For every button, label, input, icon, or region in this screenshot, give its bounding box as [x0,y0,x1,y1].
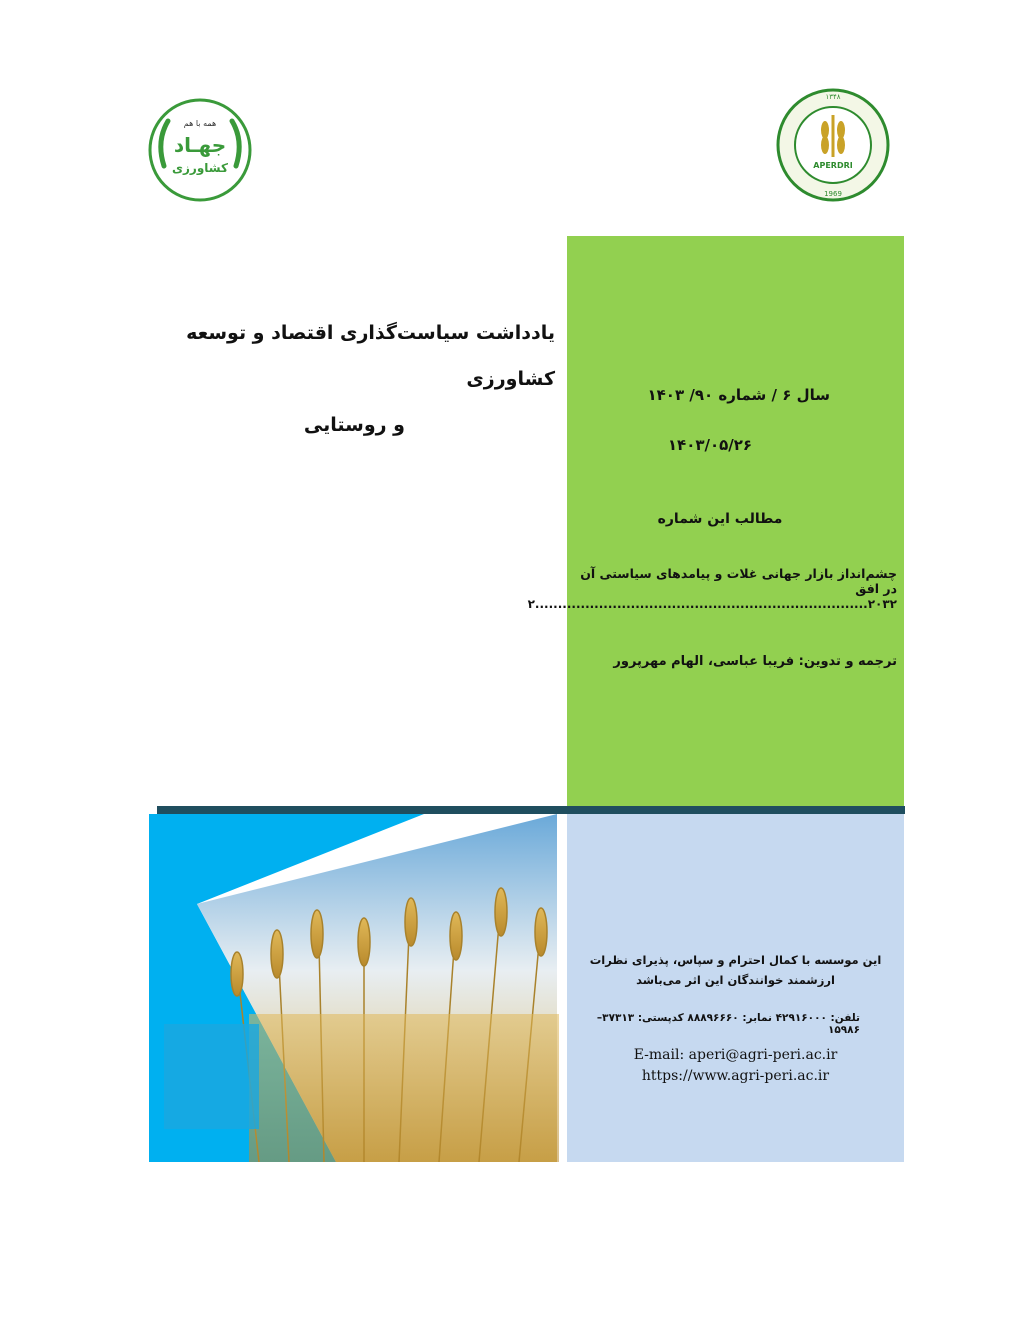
logo-main-text: جهـاد [173,133,227,157]
logo-year-en: 1969 [824,190,842,198]
aperdri-logo [775,85,891,205]
divider-bar [157,806,905,814]
logo-sub-text: کشاورزی [172,161,228,175]
toc-item-continuation: ۲۰۳۲.........................................................................۲ [527,597,897,611]
jahad-keshavarzi-logo [146,96,254,204]
issue-date: ۱۴۰۳/۰۵/۲۶ [667,436,753,454]
wheat-photo-block [149,814,567,1162]
issue-number: سال ۶ / شماره ۹۰/ ۱۴۰۳ [647,386,830,404]
toc-item-title: چشم‌انداز بازار جهانی غلات و پیامدهای سیاستی آن در افق [580,566,897,596]
logo-year-fa: ۱۳۴۸ [825,93,841,101]
phone-numbers: تلفن: ۴۲۹۱۶۰۰۰ نمابر: ۸۸۸۹۶۶۶۰ کدپستی: ۳۷۳۱۳– ۱۵۹۸۶ [596,1012,860,1036]
thanks-note: این موسسه با کمال احترام و سپاس، پذیرای نظرات ارزشمند خوانندگان این اثر می‌باشد [589,953,882,987]
website-link[interactable]: https://www.agri-peri.ac.ir [641,1068,830,1084]
logo-acronym: APERDRI [813,161,853,170]
contents-heading: مطالب این شماره [657,511,783,527]
page-title [150,310,555,448]
cyan-inner-square [164,1024,259,1129]
authors: ترجمه و تدوین: فریبا عباسی، الهام مهرپرور [613,654,897,669]
title-line-1: یادداشت سیاست‌گذاری اقتصاد و توسعه کشاورزی [186,322,555,390]
title-line-2: و روستایی [303,414,405,436]
email-link[interactable]: E-mail: aperi@agri-peri.ac.ir [633,1047,838,1063]
logo-top-text: همه با هم [183,119,217,128]
